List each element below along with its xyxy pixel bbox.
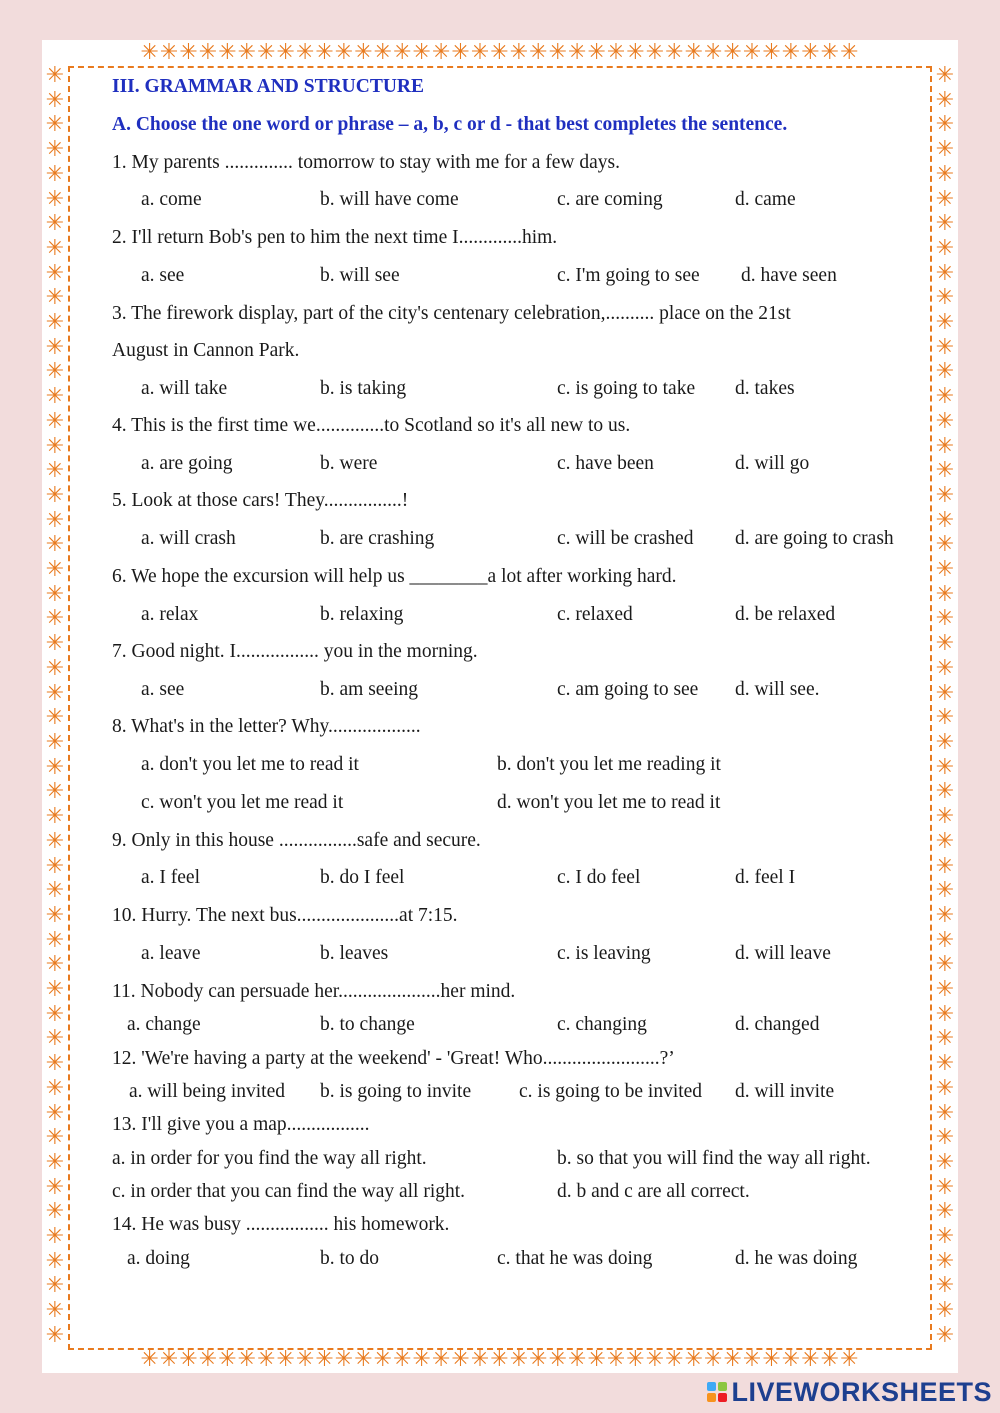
watermark-text: LIVEWORKSHEETS <box>731 1376 992 1407</box>
q14-option-d[interactable]: d. he was doing <box>735 1248 858 1269</box>
top-star-border: ✳✳✳✳✳✳✳✳✳✳✳✳✳✳✳✳✳✳✳✳✳✳✳✳✳✳✳✳✳✳✳✳✳✳✳✳✳ <box>140 40 860 65</box>
q6-option-b[interactable]: b. relaxing <box>320 604 404 625</box>
liveworksheets-logo <box>707 1377 992 1407</box>
q12-option-c[interactable]: c. is going to be invited <box>519 1081 703 1102</box>
q13-option-d[interactable]: d. b and c are all correct. <box>557 1181 750 1202</box>
q11-option-a[interactable]: a. change <box>127 1014 201 1035</box>
q7-option-b[interactable]: b. am seeing <box>320 679 419 700</box>
question-7-stem: 7. Good night. I................. you in the morning. <box>112 641 478 662</box>
q4-option-b[interactable]: b. were <box>320 453 378 474</box>
question-4-stem: 4. This is the first time we..............to Scotland so it's all new to us. <box>112 415 631 436</box>
q2-option-d[interactable]: d. have seen <box>741 265 837 286</box>
q13-option-c[interactable]: c. in order that you can find the way all right. <box>112 1181 466 1202</box>
question-10-stem: 10. Hurry. The next bus.....................at 7:15. <box>112 905 458 926</box>
q9-option-b[interactable]: b. do I feel <box>320 867 405 888</box>
q10-option-a[interactable]: a. leave <box>141 943 201 964</box>
q12-option-b[interactable]: b. is going to invite <box>320 1081 472 1102</box>
q2-option-b[interactable]: b. will see <box>320 265 400 286</box>
q9-option-d[interactable]: d. feel I <box>735 867 796 888</box>
q8-option-d[interactable]: d. won't you let me to read it <box>497 792 721 813</box>
left-star-border: ✳ ✳ ✳ ✳ ✳ ✳ ✳ ✳ ✳ ✳ ✳ ✳ ✳ ✳ ✳ ✳ ✳ ✳ ✳ ✳ ✳ ✳ ✳ ✳ ✳ ✳ ✳ ✳ ✳ ✳ ✳ ✳ ✳ ✳ ✳ ✳ ✳ ✳ ✳ ✳ ✳ ✳ ✳ ✳ ✳ ✳ ✳ ✳ ✳ ✳ ✳ ✳ <box>45 64 65 1348</box>
q7-option-d[interactable]: d. will see. <box>735 679 820 700</box>
q6-option-c[interactable]: c. relaxed <box>557 604 633 625</box>
q8-option-a[interactable]: a. don't you let me to read it <box>141 754 359 775</box>
question-13-stem: 13. I'll give you a map................. <box>112 1114 370 1135</box>
q8-option-c[interactable]: c. won't you let me read it <box>141 792 344 813</box>
q3-option-a[interactable]: a. will take <box>141 378 228 399</box>
q7-option-c[interactable]: c. am going to see <box>557 679 699 700</box>
q4-option-c[interactable]: c. have been <box>557 453 654 474</box>
question-5-stem: 5. Look at those cars! They................! <box>112 490 409 511</box>
q5-option-d[interactable]: d. are going to crash <box>735 528 894 549</box>
q10-option-d[interactable]: d. will leave <box>735 943 831 964</box>
right-star-border: ✳ ✳ ✳ ✳ ✳ ✳ ✳ ✳ ✳ ✳ ✳ ✳ ✳ ✳ ✳ ✳ ✳ ✳ ✳ ✳ ✳ ✳ ✳ ✳ ✳ ✳ ✳ ✳ ✳ ✳ ✳ ✳ ✳ ✳ ✳ ✳ ✳ ✳ ✳ ✳ ✳ ✳ ✳ ✳ ✳ ✳ ✳ ✳ ✳ ✳ ✳ ✳ <box>935 64 955 1348</box>
liveworksheets-mark-icon <box>707 1382 727 1402</box>
q13-option-a[interactable]: a. in order for you find the way all right. <box>112 1148 427 1169</box>
q6-option-d[interactable]: d. be relaxed <box>735 604 836 625</box>
q12-option-a[interactable]: a. will being invited <box>129 1081 285 1102</box>
q11-option-c[interactable]: c. changing <box>557 1014 647 1035</box>
q1-option-d[interactable]: d. came <box>735 189 796 210</box>
q12-option-d[interactable]: d. will invite <box>735 1081 835 1102</box>
worksheet-page <box>42 40 958 1373</box>
question-12-stem: 12. 'We're having a party at the weekend' - 'Great! Who........................?’ <box>112 1048 675 1069</box>
q13-option-b[interactable]: b. so that you will find the way all right. <box>557 1148 871 1169</box>
q5-option-b[interactable]: b. are crashing <box>320 528 435 549</box>
question-9-stem: 9. Only in this house ................safe and secure. <box>112 830 481 851</box>
q14-option-c[interactable]: c. that he was doing <box>497 1248 653 1269</box>
question-3-stem-cont: August in Cannon Park. <box>112 340 300 361</box>
question-8-stem: 8. What's in the letter? Why................... <box>112 716 421 737</box>
q1-option-b[interactable]: b. will have come <box>320 189 459 210</box>
q3-option-d[interactable]: d. takes <box>735 378 795 399</box>
q10-option-b[interactable]: b. leaves <box>320 943 389 964</box>
q6-option-a[interactable]: a. relax <box>141 604 199 625</box>
question-3-stem: 3. The firework display, part of the city's centenary celebration,.......... place on the 21st <box>112 303 791 324</box>
q4-option-d[interactable]: d. will go <box>735 453 810 474</box>
q8-option-b[interactable]: b. don't you let me reading it <box>497 754 721 775</box>
q9-option-c[interactable]: c. I do feel <box>557 867 641 888</box>
q1-option-a[interactable]: a. come <box>141 189 202 210</box>
q4-option-a[interactable]: a. are going <box>141 453 233 474</box>
q14-option-a[interactable]: a. doing <box>127 1248 190 1269</box>
q9-option-a[interactable]: a. I feel <box>141 867 200 888</box>
q2-option-a[interactable]: a. see <box>141 265 185 286</box>
q1-option-c[interactable]: c. are coming <box>557 189 663 210</box>
section-title: III. GRAMMAR AND STRUCTURE <box>112 76 425 97</box>
bottom-star-border: ✳✳✳✳✳✳✳✳✳✳✳✳✳✳✳✳✳✳✳✳✳✳✳✳✳✳✳✳✳✳✳✳✳✳✳✳✳ <box>140 1347 860 1372</box>
q3-option-b[interactable]: b. is taking <box>320 378 407 399</box>
question-11-stem: 11. Nobody can persuade her.....................her mind. <box>112 981 516 1002</box>
question-6-stem: 6. We hope the excursion will help us ________a lot after working hard. <box>112 566 677 587</box>
q14-option-b[interactable]: b. to do <box>320 1248 380 1269</box>
q7-option-a[interactable]: a. see <box>141 679 185 700</box>
question-1-stem: 1. My parents .............. tomorrow to stay with me for a few days. <box>112 152 620 173</box>
q5-option-c[interactable]: c. will be crashed <box>557 528 694 549</box>
instruction: A. Choose the one word or phrase – a, b, c or d - that best completes the sentence. <box>112 114 788 135</box>
question-14-stem: 14. He was busy ................. his homework. <box>112 1214 450 1235</box>
q10-option-c[interactable]: c. is leaving <box>557 943 651 964</box>
q11-option-b[interactable]: b. to change <box>320 1014 415 1035</box>
question-2-stem: 2. I'll return Bob's pen to him the next time I.............him. <box>112 227 558 248</box>
q3-option-c[interactable]: c. is going to take <box>557 378 696 399</box>
q5-option-a[interactable]: a. will crash <box>141 528 236 549</box>
q2-option-c[interactable]: c. I'm going to see <box>557 265 700 286</box>
q11-option-d[interactable]: d. changed <box>735 1014 820 1035</box>
